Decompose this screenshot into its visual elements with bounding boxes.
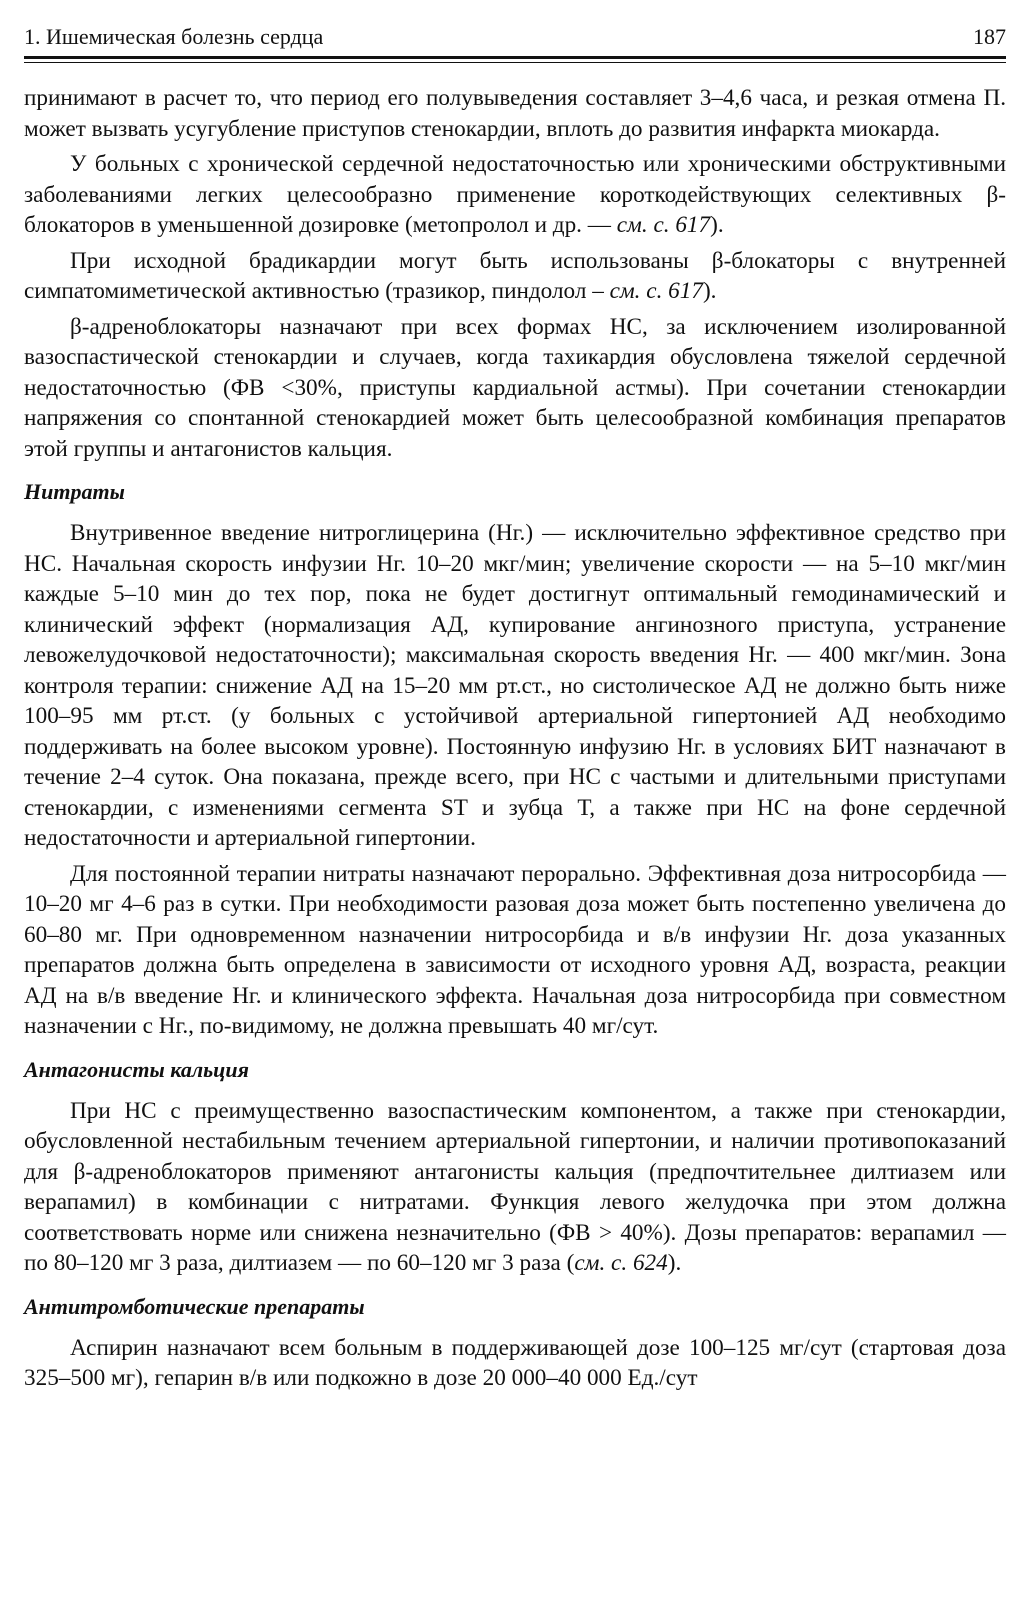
- paragraph-2: [24, 149, 1006, 241]
- paragraph-3-text: При исходной брадикардии могут быть использованы β-блокаторы с внутренней симпатомиметической активностью (тразикор, пиндолол –: [24, 247, 1006, 304]
- paragraph-1: принимают в расчет то, что период его полувыведения составляет 3–4,6 часа, и резкая отмена П. может вызвать усугубление приступов стенокардии, вплоть до развития инфаркта миокарда.: [24, 85, 1006, 142]
- section-heading-nitrates: Нитраты: [24, 479, 125, 504]
- chapter-title: 1. Ишемическая болезнь сердца: [24, 24, 324, 49]
- paragraph-8: Аспирин назначают всем больным в поддерживающей дозе 100–125 мг/сут (стартовая доза 325–500 мг), гепарин в/в или подкожно в дозе 20 000–40 000 Ед./сут: [24, 1334, 1006, 1391]
- header-rule-thick: [24, 56, 1006, 59]
- cross-reference: см. с. 624: [574, 1250, 668, 1276]
- paragraph-2-text: У больных с хронической сердечной недостаточностью или хроническими обструктивными заболеваниями легких целесообразно применение короткодействующих селективных β-блокаторов в уменьшенной дозировке (метопролол и др. —: [24, 151, 1006, 238]
- paragraph-7: [24, 1096, 1006, 1279]
- book-page: [24, 20, 1006, 1399]
- page-number: 187: [973, 24, 1006, 49]
- paragraph-3-end: ).: [702, 278, 717, 304]
- section-heading-calcium-antagonists: Антагонисты кальция: [24, 1056, 249, 1082]
- paragraph-4: β-адреноблокаторы назначают при всех формах НС, за исключением изолированной вазоспастической стенокардии и случаев, когда тахикардия обусловлена тяжелой сердечной недостаточностью (ФВ <30%, приступы кардиальной астмы). При сочетании стенокардии напряжения со спонтанной стенокардией может быть целесообразной комбинация препаратов этой группы и антагонистов кальция.: [24, 313, 1006, 462]
- paragraph-5: Внутривенное введение нитроглицерина (Нг.) — исключительно эффективное средство при НС. Начальная скорость инфузии Нг. 10–20 мкг/мин; увеличение скорости — на 5–10 мкг/мин каждые 5–10 мин до тех пор, пока не будет достигнут оптимальный гемодинамический и клинический эффект (нормализация АД, купирование ангинозного приступа, устранение левожелудочковой недостаточности); максимальная скорость введения Нг. — 400 мкг/мин. Зона контроля терапии: снижение АД на 15–20 мм рт.ст., но систолическое АД не должно быть ниже 100–95 мм рт.ст. (у больных с устойчивой артериальной гипертонией АД необходимо поддерживать на более высоком уровне). Постоянную инфузию Нг. в условиях БИТ назначают в течение 2–4 суток. Она показана, прежде всего, при НС с частыми и длительными приступами стенокардии, с изменениями сегмента ST и зубца Т, а также при НС на фоне сердечной недостаточности и артериальной гипертонии.: [24, 520, 1006, 851]
- cross-reference: см. с. 617: [609, 278, 703, 304]
- cross-reference: см. с. 617: [616, 212, 711, 238]
- paragraph-7-text: При НС с преимущественно вазоспастическим компонентом, а также при стенокардии, обусловленной нестабильным течением артериальной гипертонии, и наличии противопоказаний для β-адреноблокаторов применяют антагонисты кальция (предпочтительнее дилтиазем или верапамил) в комбинации с нитратами. Функция левого желудочка при этом должна соответствовать норме или снижена незначительно (ФВ > 40%). Дозы препаратов: верапамил — по 80–120 мг 3 раза, дилтиазем — по 60–120 мг 3 раза (: [24, 1097, 1006, 1276]
- header-rule-thin: [24, 62, 1006, 63]
- paragraph-6: Для постоянной терапии нитраты назначают перорально. Эффективная доза нитросорбида — 10–20 мг 4–6 раз в сутки. При необходимости разовая доза может быть постепенно увеличена до 60–80 мг. При одновременном назначении нитросорбида и в/в инфузии Нг. доза указанных препаратов должна быть определена в зависимости от исходного уровня АД, возраста, реакции АД на в/в введение Нг. и клинического эффекта. Начальная доза нитросорбида при совместном назначении с Нг., по-видимому, не должна превышать 40 мг/сут.: [24, 860, 1006, 1039]
- paragraph-2-end: ).: [710, 212, 724, 238]
- paragraph-7-end: ).: [667, 1250, 682, 1276]
- page-body: [24, 83, 1006, 1394]
- paragraph-3: [24, 246, 1006, 307]
- section-heading-antithrombotic: Антитромботические препараты: [24, 1293, 365, 1319]
- running-header: [24, 20, 1006, 50]
